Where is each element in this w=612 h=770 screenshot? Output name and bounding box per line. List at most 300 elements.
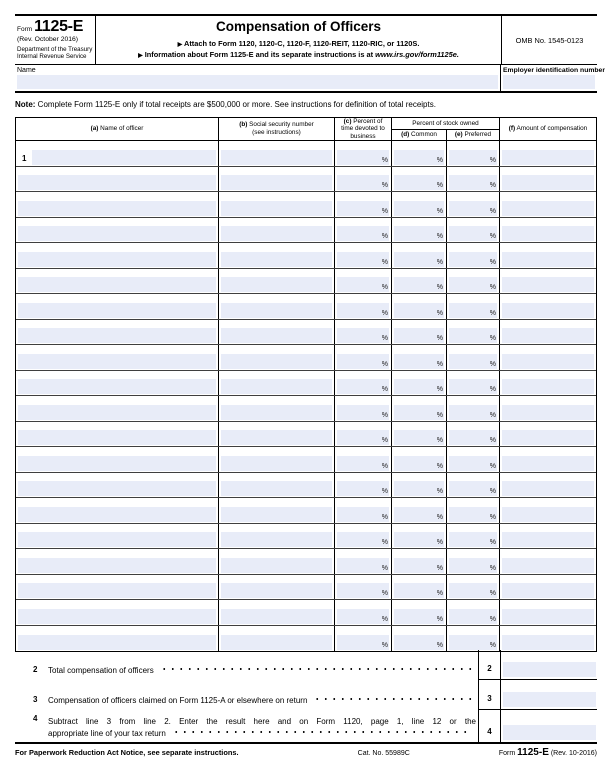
officer-row <box>16 320 596 346</box>
officer-row <box>16 371 596 397</box>
preferred-stock-cell <box>447 575 500 600</box>
line-2-amount-cell <box>501 650 597 680</box>
ssn-cell <box>219 473 335 498</box>
officer-row <box>16 167 596 193</box>
officer-name-field[interactable] <box>18 328 216 343</box>
percent-time-cell <box>335 524 392 549</box>
ssn-cell <box>219 498 335 523</box>
officer-name-field[interactable] <box>18 609 216 624</box>
percent-sign: % <box>489 284 496 291</box>
percent-sign: % <box>381 233 388 240</box>
ssn-field[interactable] <box>221 558 332 573</box>
form-title: Compensation of Officers <box>215 19 382 34</box>
common-stock-cell <box>392 371 447 396</box>
preferred-stock-cell <box>447 320 500 345</box>
ein-label: Employer identification number <box>503 67 605 74</box>
percent-sign: % <box>381 182 388 189</box>
percent-sign: % <box>436 386 443 393</box>
percent-sign: % <box>436 309 443 317</box>
officer-name-field[interactable] <box>18 456 216 471</box>
line-3-box: 3 <box>478 680 501 710</box>
ssn-field[interactable] <box>221 303 332 318</box>
preferred-stock-cell <box>447 447 500 472</box>
compensation-cell <box>500 320 596 345</box>
preferred-stock-cell <box>447 218 500 243</box>
ssn-cell <box>219 192 335 217</box>
header-percent-time: (c) Percent of time devoted to business <box>335 118 392 140</box>
ssn-cell <box>219 167 335 192</box>
compensation-field[interactable] <box>502 201 594 216</box>
ssn-field[interactable] <box>221 507 332 522</box>
officer-row <box>16 192 596 218</box>
ssn-field[interactable] <box>221 609 332 624</box>
ssn-cell <box>219 575 335 600</box>
officer-name-cell <box>16 243 219 268</box>
officer-name-cell <box>16 192 219 217</box>
percent-time-cell <box>335 626 392 652</box>
compensation-field[interactable] <box>502 379 594 394</box>
common-stock-cell <box>392 167 447 192</box>
ssn-field[interactable] <box>221 201 332 216</box>
officer-row <box>16 396 596 422</box>
officer-name-cell <box>16 320 219 345</box>
percent-sign: % <box>381 437 388 444</box>
percent-sign: % <box>436 233 443 240</box>
percent-sign: % <box>381 258 388 266</box>
compensation-cell <box>500 294 596 319</box>
percent-sign: % <box>489 233 496 240</box>
percent-sign: % <box>381 462 388 470</box>
percent-time-cell <box>335 600 392 625</box>
name-label: Name <box>17 67 36 74</box>
percent-sign: % <box>381 539 388 546</box>
percent-sign: % <box>381 284 388 291</box>
compensation-field[interactable] <box>502 456 594 471</box>
officer-name-cell <box>16 294 219 319</box>
officer-name-field[interactable] <box>18 252 216 267</box>
compensation-cell <box>500 192 596 217</box>
compensation-cell <box>500 473 596 498</box>
identity-band <box>15 65 605 93</box>
percent-sign: % <box>489 590 496 597</box>
compensation-cell <box>500 498 596 523</box>
officer-table <box>15 117 597 652</box>
header-name-of-officer: (a) Name of officer <box>16 118 219 140</box>
percent-sign: % <box>436 360 443 368</box>
officer-row <box>16 141 596 167</box>
officer-row <box>16 243 596 269</box>
officer-name-field[interactable] <box>18 430 216 445</box>
ssn-field[interactable] <box>221 175 332 190</box>
line-4 <box>15 710 597 742</box>
compensation-cell <box>500 396 596 421</box>
preferred-stock-cell <box>447 371 500 396</box>
officer-name-field[interactable] <box>18 405 216 420</box>
ssn-field[interactable] <box>221 456 332 471</box>
preferred-stock-cell <box>447 626 500 652</box>
percent-sign: % <box>381 642 388 649</box>
compensation-field[interactable] <box>502 609 594 624</box>
paperwork-notice: For Paperwork Reduction Act Notice, see separate instructions. <box>15 748 239 757</box>
compensation-cell <box>500 371 596 396</box>
omb-number: OMB No. 1545-0123 <box>515 35 584 45</box>
line-2-amount-field[interactable] <box>503 662 596 677</box>
percent-sign: % <box>436 513 443 521</box>
common-stock-cell <box>392 294 447 319</box>
compensation-cell <box>500 524 596 549</box>
percent-sign: % <box>436 258 443 266</box>
header-stock-owned: Percent of stock owned <box>392 118 499 130</box>
percent-sign: % <box>489 207 496 215</box>
preferred-stock-cell <box>447 269 500 294</box>
compensation-field[interactable] <box>502 252 594 267</box>
percent-sign: % <box>381 488 388 495</box>
common-stock-cell <box>392 549 447 574</box>
agency-line-2: Internal Revenue Service <box>17 53 87 61</box>
compensation-field[interactable] <box>502 150 594 165</box>
percent-time-cell <box>335 141 392 166</box>
percent-sign: % <box>436 182 443 189</box>
ssn-field[interactable] <box>221 405 332 420</box>
compensation-cell <box>500 218 596 243</box>
ssn-cell <box>219 422 335 447</box>
preferred-stock-cell <box>447 396 500 421</box>
percent-sign: % <box>436 564 443 572</box>
officer-name-cell <box>16 269 219 294</box>
line-2-text: Total compensation of officers <box>48 666 154 675</box>
officer-name-field[interactable] <box>32 150 216 165</box>
preferred-stock-cell <box>447 600 500 625</box>
compensation-field[interactable] <box>502 583 594 598</box>
percent-sign: % <box>381 156 388 164</box>
officer-row <box>16 218 596 244</box>
compensation-field[interactable] <box>502 558 594 573</box>
preferred-stock-cell <box>447 141 500 166</box>
percent-sign: % <box>436 462 443 470</box>
percent-sign: % <box>436 488 443 495</box>
note-text: Complete Form 1125-E only if total receipts are $500,000 or more. See instructions for definition of total receipts. <box>35 100 436 109</box>
officer-name-cell <box>16 626 219 652</box>
percent-sign: % <box>489 182 496 189</box>
percent-time-cell <box>335 371 392 396</box>
officer-name-cell <box>16 447 219 472</box>
officer-row <box>16 498 596 524</box>
percent-sign: % <box>489 156 496 164</box>
percent-time-cell <box>335 473 392 498</box>
ssn-cell <box>219 345 335 370</box>
officer-name-cell <box>16 218 219 243</box>
officer-rows <box>16 141 596 651</box>
percent-sign: % <box>489 411 496 419</box>
percent-time-cell <box>335 575 392 600</box>
compensation-cell <box>500 141 596 166</box>
officer-name-cell <box>16 473 219 498</box>
name-input[interactable] <box>17 75 498 89</box>
officer-name-cell <box>16 422 219 447</box>
ssn-field[interactable] <box>221 226 332 241</box>
percent-time-cell <box>335 549 392 574</box>
percent-sign: % <box>489 258 496 266</box>
compensation-field[interactable] <box>502 328 594 343</box>
percent-sign: % <box>489 488 496 495</box>
dot-leader <box>170 728 472 736</box>
preferred-stock-cell <box>447 498 500 523</box>
percent-sign: % <box>381 513 388 521</box>
header-preferred: (e) Preferred <box>454 131 492 139</box>
compensation-cell <box>500 269 596 294</box>
compensation-field[interactable] <box>502 635 594 650</box>
ssn-cell <box>219 218 335 243</box>
compensation-field[interactable] <box>502 277 594 292</box>
officer-row <box>16 600 596 626</box>
percent-time-cell <box>335 192 392 217</box>
irs-url: www.irs.gov/form1125e. <box>375 49 459 59</box>
ssn-field[interactable] <box>221 583 332 598</box>
compensation-cell <box>500 345 596 370</box>
ssn-cell <box>219 371 335 396</box>
compensation-cell <box>500 549 596 574</box>
line-3-amount-field[interactable] <box>503 692 596 707</box>
compensation-cell <box>500 447 596 472</box>
title-block <box>95 16 502 64</box>
ssn-field[interactable] <box>221 150 332 165</box>
common-stock-cell <box>392 192 447 217</box>
compensation-cell <box>500 575 596 600</box>
percent-sign: % <box>381 386 388 393</box>
ssn-cell <box>219 524 335 549</box>
common-stock-cell <box>392 600 447 625</box>
percent-sign: % <box>381 309 388 317</box>
table-header-row <box>16 118 596 141</box>
officer-row <box>16 345 596 371</box>
line-4-text-2: appropriate line of your tax return <box>48 729 166 738</box>
officer-name-cell <box>16 345 219 370</box>
line-3-amount-cell <box>501 680 597 710</box>
ssn-cell <box>219 243 335 268</box>
line-3-number: 3 <box>33 695 38 704</box>
percent-sign: % <box>436 335 443 342</box>
percent-sign: % <box>489 615 496 623</box>
compensation-field[interactable] <box>502 303 594 318</box>
compensation-cell <box>500 422 596 447</box>
compensation-field[interactable] <box>502 226 594 241</box>
line-4-amount-field[interactable] <box>503 725 596 740</box>
officer-name-field[interactable] <box>18 635 216 650</box>
compensation-field[interactable] <box>502 481 594 496</box>
officer-row <box>16 473 596 499</box>
ssn-field[interactable] <box>221 328 332 343</box>
officer-row <box>16 294 596 320</box>
line-3-text: Compensation of officers claimed on Form 1125-A or elsewhere on return <box>48 696 308 705</box>
dot-leader <box>311 695 472 703</box>
form-header <box>15 14 597 65</box>
common-stock-cell <box>392 422 447 447</box>
ssn-cell <box>219 549 335 574</box>
officer-name-cell <box>16 549 219 574</box>
line-2-number: 2 <box>33 665 38 674</box>
officer-name-cell <box>16 396 219 421</box>
compensation-field[interactable] <box>502 430 594 445</box>
arrow-icon: ▶ <box>138 52 143 59</box>
percent-sign: % <box>489 513 496 521</box>
percent-sign: % <box>436 615 443 623</box>
header-compensation: (f) Amount of compensation <box>508 125 588 133</box>
form-word: Form <box>17 26 33 33</box>
preferred-stock-cell <box>447 243 500 268</box>
percent-sign: % <box>489 642 496 649</box>
footer-form-id: Form 1125-E (Rev. 10-2016) <box>498 747 597 758</box>
officer-name-cell <box>16 498 219 523</box>
compensation-field[interactable] <box>502 354 594 369</box>
ssn-field[interactable] <box>221 430 332 445</box>
officer-name-field[interactable] <box>18 532 216 547</box>
common-stock-cell <box>392 524 447 549</box>
line-4-number: 4 <box>33 714 38 723</box>
ssn-cell <box>219 626 335 652</box>
officer-name-cell <box>16 600 219 625</box>
ssn-field[interactable] <box>221 252 332 267</box>
ssn-cell <box>219 294 335 319</box>
compensation-cell <box>500 600 596 625</box>
percent-sign: % <box>489 360 496 368</box>
preferred-stock-cell <box>447 345 500 370</box>
percent-sign: % <box>381 411 388 419</box>
officer-name-field[interactable] <box>18 175 216 190</box>
line-3 <box>15 680 597 710</box>
common-stock-cell <box>392 575 447 600</box>
compensation-field[interactable] <box>502 532 594 547</box>
ssn-cell <box>219 447 335 472</box>
attach-instruction: ▶ Attach to Form 1120, 1120-C, 1120-F, 1120-REIT, 1120-RIC, or 1120S. <box>177 39 420 49</box>
ssn-cell <box>219 600 335 625</box>
officer-row <box>16 422 596 448</box>
percent-sign: % <box>489 437 496 444</box>
officer-name-field[interactable] <box>18 558 216 573</box>
ein-section <box>500 65 605 91</box>
percent-sign: % <box>381 564 388 572</box>
percent-sign: % <box>489 539 496 546</box>
compensation-cell <box>500 626 596 652</box>
ssn-field[interactable] <box>221 379 332 394</box>
percent-time-cell <box>335 218 392 243</box>
preferred-stock-cell <box>447 473 500 498</box>
percent-sign: % <box>489 386 496 393</box>
common-stock-cell <box>392 447 447 472</box>
officer-row <box>16 626 596 652</box>
ssn-cell <box>219 320 335 345</box>
common-stock-cell <box>392 345 447 370</box>
percent-time-cell <box>335 167 392 192</box>
catalog-number: Cat. No. 55989C <box>357 750 410 757</box>
compensation-field[interactable] <box>502 507 594 522</box>
percent-sign: % <box>381 207 388 215</box>
percent-sign: % <box>436 590 443 597</box>
officer-name-cell <box>16 524 219 549</box>
form-revision: (Rev. October 2016) <box>17 36 79 43</box>
ssn-cell <box>219 141 335 166</box>
compensation-cell <box>500 243 596 268</box>
summary-lines <box>15 650 597 742</box>
ein-input[interactable] <box>503 75 595 89</box>
officer-name-field[interactable] <box>18 226 216 241</box>
common-stock-cell <box>392 269 447 294</box>
note-prefix: Note: <box>15 100 36 109</box>
officer-name-field[interactable] <box>18 277 216 292</box>
line-4-box: 4 <box>478 710 501 742</box>
note-line <box>15 100 597 109</box>
percent-time-cell <box>335 320 392 345</box>
officer-name-field[interactable] <box>18 583 216 598</box>
officer-name-field[interactable] <box>18 303 216 318</box>
ssn-field[interactable] <box>221 277 332 292</box>
ssn-field[interactable] <box>221 635 332 650</box>
officer-name-field[interactable] <box>18 354 216 369</box>
header-ssn: (b) Social security number (see instructions) <box>219 118 335 140</box>
info-instruction: ▶ Information about Form 1125-E and its separate instructions is at www.irs.gov/form1125e. <box>138 49 459 59</box>
compensation-field[interactable] <box>502 405 594 420</box>
percent-time-cell <box>335 345 392 370</box>
percent-sign: % <box>436 284 443 291</box>
officer-name-field[interactable] <box>18 201 216 216</box>
officer-name-field[interactable] <box>18 481 216 496</box>
officer-row <box>16 549 596 575</box>
arrow-icon: ▶ <box>177 42 183 49</box>
percent-sign: % <box>381 615 388 623</box>
line-2-box: 2 <box>478 650 501 680</box>
percent-sign: % <box>436 642 443 649</box>
common-stock-cell <box>392 218 447 243</box>
common-stock-cell <box>392 498 447 523</box>
compensation-field[interactable] <box>502 175 594 190</box>
common-stock-cell <box>392 396 447 421</box>
line-4-amount-cell <box>501 710 597 742</box>
preferred-stock-cell <box>447 549 500 574</box>
percent-time-cell <box>335 294 392 319</box>
percent-sign: % <box>381 360 388 368</box>
officer-row <box>16 269 596 295</box>
officer-name-cell <box>16 167 219 192</box>
officer-name-field[interactable] <box>18 507 216 522</box>
percent-time-cell <box>335 269 392 294</box>
line-2 <box>15 650 597 680</box>
preferred-stock-cell <box>447 192 500 217</box>
header-common: (d) Common <box>392 130 447 140</box>
preferred-stock-cell <box>447 167 500 192</box>
percent-sign: % <box>436 437 443 444</box>
agency-line-1: Department of the Treasury <box>17 46 93 53</box>
percent-sign: % <box>436 156 443 164</box>
preferred-stock-cell <box>447 294 500 319</box>
percent-sign: % <box>381 335 388 342</box>
percent-sign: % <box>489 309 496 317</box>
row-number: 1 <box>22 153 27 163</box>
percent-sign: % <box>489 564 496 572</box>
percent-sign: % <box>436 411 443 419</box>
ssn-field[interactable] <box>221 354 332 369</box>
ssn-field[interactable] <box>221 481 332 496</box>
percent-sign: % <box>436 539 443 546</box>
form-footer <box>15 742 597 758</box>
officer-name-field[interactable] <box>18 379 216 394</box>
percent-time-cell <box>335 447 392 472</box>
percent-sign: % <box>489 462 496 470</box>
header-stock-owned-group <box>392 118 500 140</box>
common-stock-cell <box>392 473 447 498</box>
officer-row <box>16 524 596 550</box>
ssn-field[interactable] <box>221 532 332 547</box>
name-section <box>15 65 500 91</box>
preferred-stock-cell <box>447 524 500 549</box>
